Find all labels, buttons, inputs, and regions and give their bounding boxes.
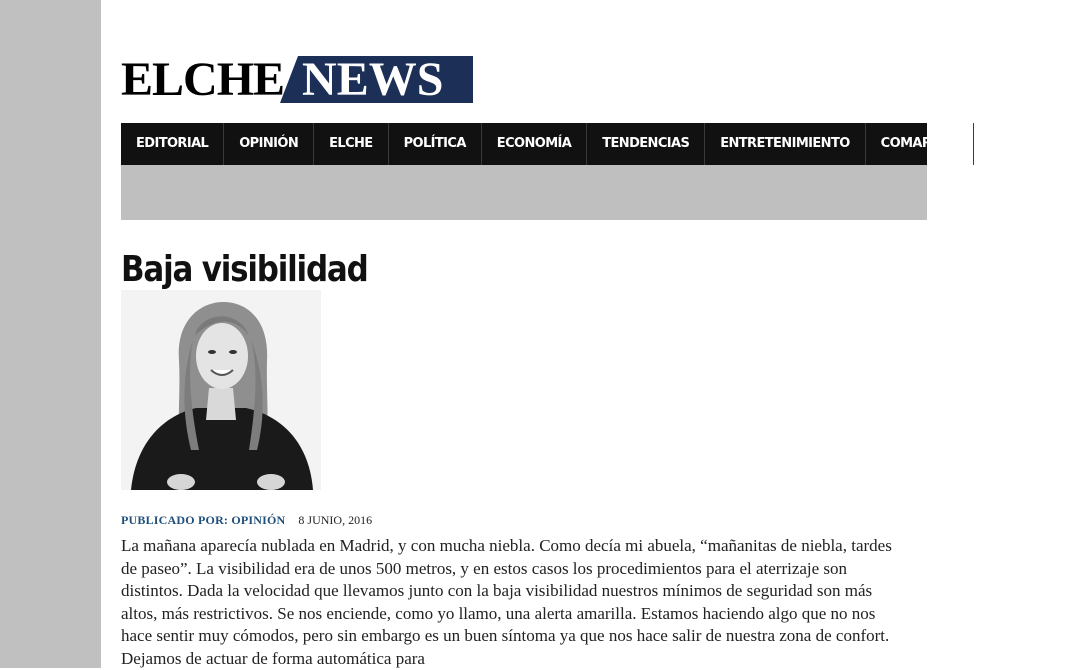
nav-item-politica[interactable]: POLÍTICA <box>389 123 482 165</box>
nav-item-comarcas[interactable]: COMARCAS <box>866 123 975 165</box>
article-body: La mañana aparecía nublada en Madrid, y con mucha niebla. Como decía mi abuela, “mañanitas de niebla, tardes de paseo”. La visibilidad era de unos 500 metros, y en estos casos los procedimientos para el aterrizaje son distintos. Dada la velocidad que llevamos junto con la baja visibilidad nuestros mínimos de seguridad son más altos, más restrictivos. Se nos enciende, como yo llamo, una alerta amarilla. Estamos haciendo algo que no nos hace sentir muy cómodos, pero sin embargo es un buen síntoma ya que nos hace salir de nuestra zona de confort. Dejamos de actuar de forma automática para <box>121 536 892 668</box>
article-byline-link[interactable]: PUBLICADO POR: OPINIÓN <box>121 513 286 527</box>
logo-elche-text: ELCHE <box>121 53 285 106</box>
nav-item-opinion[interactable]: OPINIÓN <box>224 123 314 165</box>
nav-item-deportes[interactable]: DEPORTES <box>989 136 1062 151</box>
nav-item-editorial[interactable]: EDITORIAL <box>121 123 224 165</box>
site-logo[interactable] <box>121 53 473 106</box>
main-nav <box>121 123 1062 165</box>
left-gutter <box>0 0 101 668</box>
ad-banner-placeholder <box>121 165 927 220</box>
logo-news-text: NEWS <box>302 53 444 106</box>
nav-item-entretenimiento[interactable]: ENTRETENIMIENTO <box>705 123 865 165</box>
page <box>101 0 1062 668</box>
article-title: Baja visibilidad <box>121 249 368 291</box>
author-photo <box>121 290 321 490</box>
nav-item-tendencias[interactable]: TENDENCIAS <box>587 123 705 165</box>
article-date: 8 JUNIO, 2016 <box>298 513 373 527</box>
article-meta <box>121 513 372 528</box>
author-portrait-icon <box>121 290 321 490</box>
nav-item-elche[interactable]: ELCHE <box>314 123 388 165</box>
logo-news-block <box>280 53 473 106</box>
nav-item-economia[interactable]: ECONOMÍA <box>482 123 587 165</box>
